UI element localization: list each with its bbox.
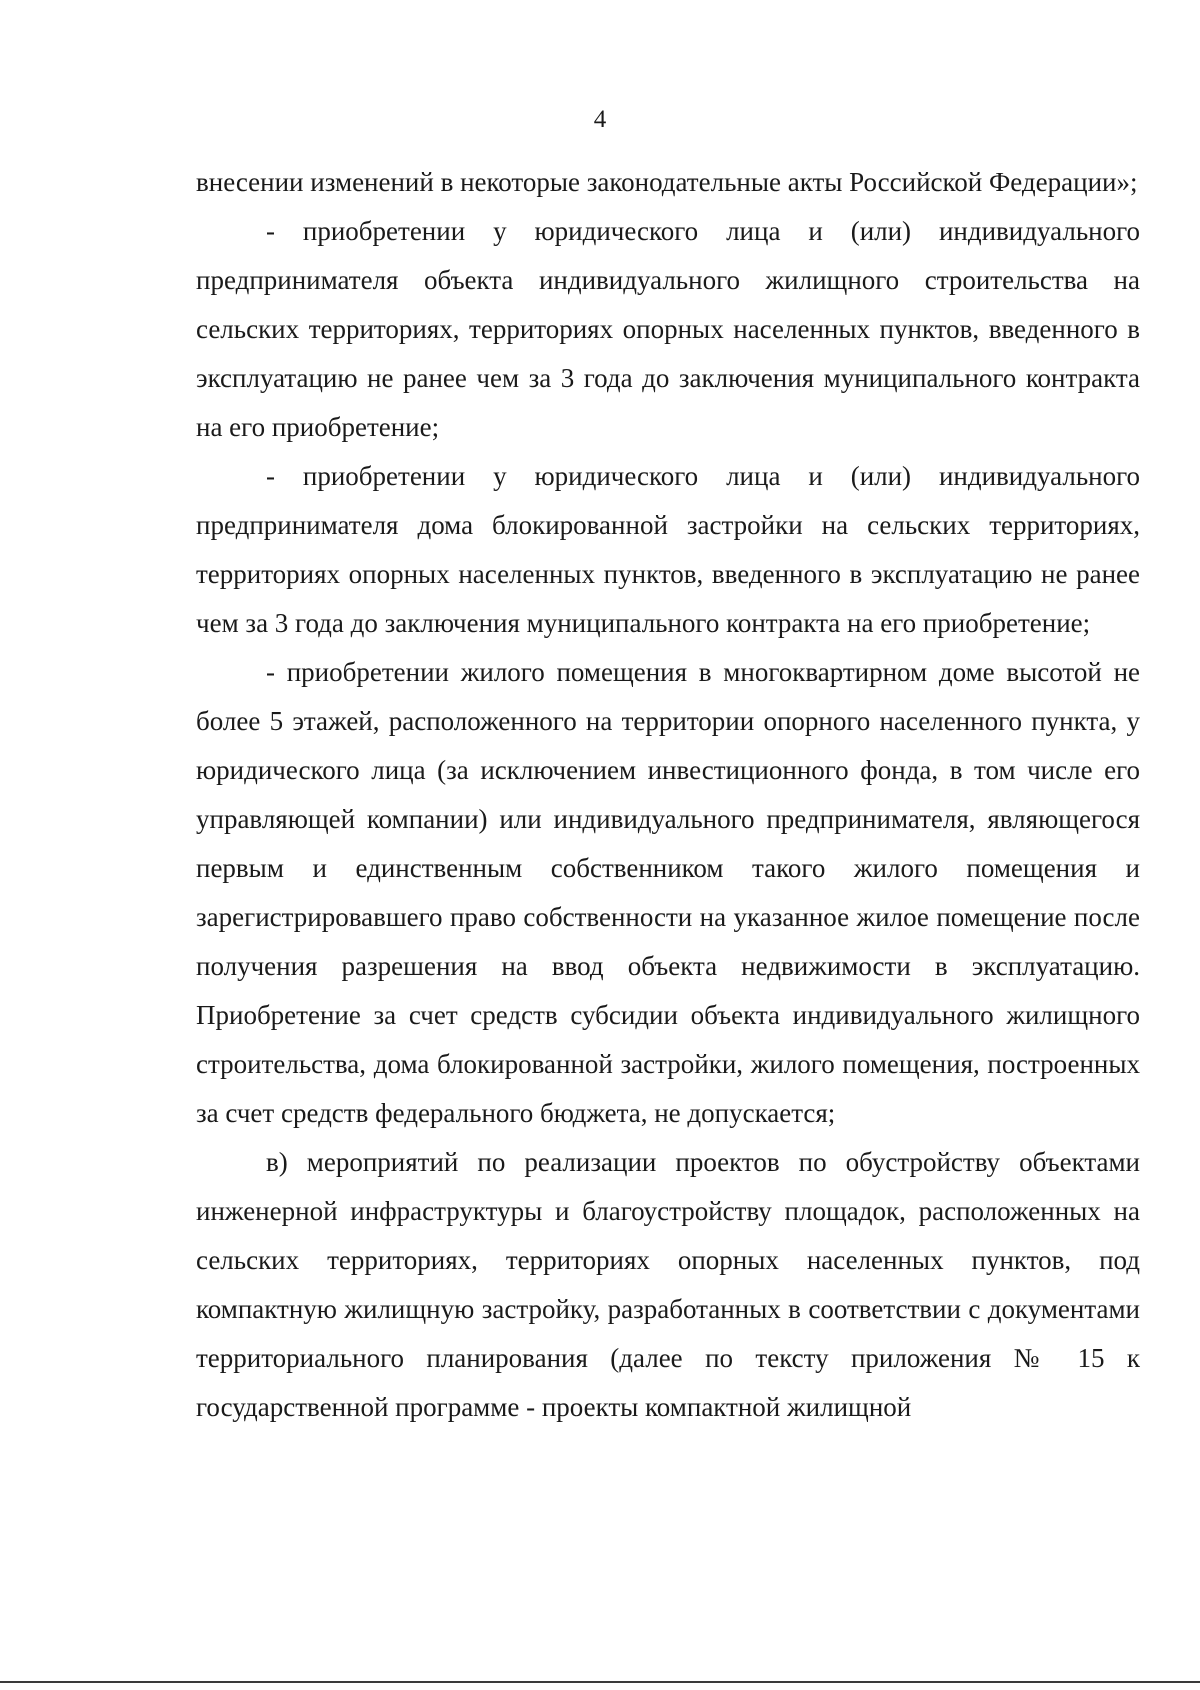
page-number: 4 [593,106,607,133]
paragraph-continuation: внесении изменений в некоторые законодательные акты Российской Федерации»; [196,167,1138,197]
document-body [196,158,1140,1432]
paragraph-apartment-purchase: - приобретении жилого помещения в многоквартирном доме высотой не более 5 этажей, расположенного на территории опорного населенного пункта, у юридического лица (за исключением инвестиционного фонда, в том числе его управляющей компании) или индивидуального предпринимателя, являющегося первым и единственным собственником такого жилого помещения и зарегистрировавшего право собственности на указанное жилое помещение после получения разрешения на ввод объекта недвижимости в эксплуатацию. Приобретение за счет средств субсидии объекта индивидуального жилищного строительства, дома блокированной застройки, жилого помещения, построенных за счет средств федерального бюджета, не допускается; [196,657,1140,1128]
paragraph-blocked-house-purchase: - приобретении у юридического лица и (или) индивидуального предпринимателя дома блокированной застройки на сельских территориях, территориях опорных населенных пунктов, введенного в эксплуатацию не ранее чем за 3 года до заключения муниципального контракта на его приобретение; [196,461,1140,638]
page-bottom-edge [0,1681,1200,1683]
paragraph-infrastructure-projects: в) мероприятий по реализации проектов по обустройству объектами инженерной инфраструктуры и благоустройству площадок, расположенных на сельских территориях, территориях опорных населенных пунктов, под компактную жилищную застройку, разработанных в соответствии с документами территориального планирования (далее по тексту приложения № 15 к государственной программе - проекты компактной жилищной [196,1147,1140,1422]
paragraph-individual-housing-purchase: - приобретении у юридического лица и (или) индивидуального предпринимателя объекта индивидуального жилищного строительства на сельских территориях, территориях опорных населенных пунктов, введенного в эксплуатацию не ранее чем за 3 года до заключения муниципального контракта на его приобретение; [196,216,1140,442]
